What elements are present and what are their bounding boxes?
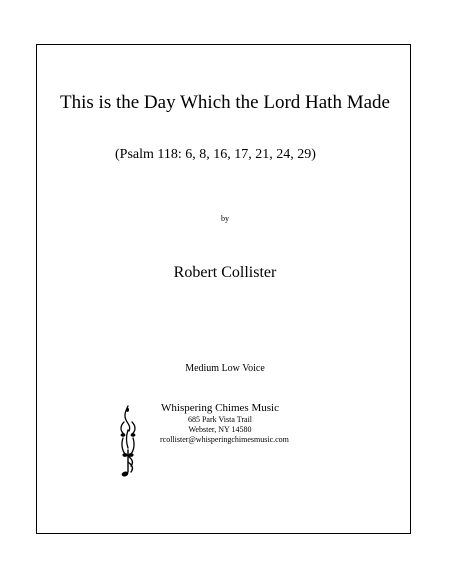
publisher-info <box>160 402 289 445</box>
publisher-address-street: 685 Park Vista Trail <box>187 415 253 424</box>
page-border <box>36 44 411 534</box>
composer-name: Robert Collister <box>173 264 277 281</box>
publisher-address-city: Webster, NY 14580 <box>188 425 252 434</box>
voicing-label: Medium Low Voice <box>185 363 265 374</box>
publisher-email: rcollister@whisperingchimesmusic.com <box>160 435 289 444</box>
chimes-logo-icon <box>116 404 140 484</box>
publisher-name: Whispering Chimes Music <box>161 402 279 414</box>
page-title: This is the Day Which the Lord Hath Made <box>60 92 390 113</box>
scripture-reference: (Psalm 118: 6, 8, 16, 17, 21, 24, 29) <box>115 147 316 162</box>
by-label: by <box>221 214 229 223</box>
